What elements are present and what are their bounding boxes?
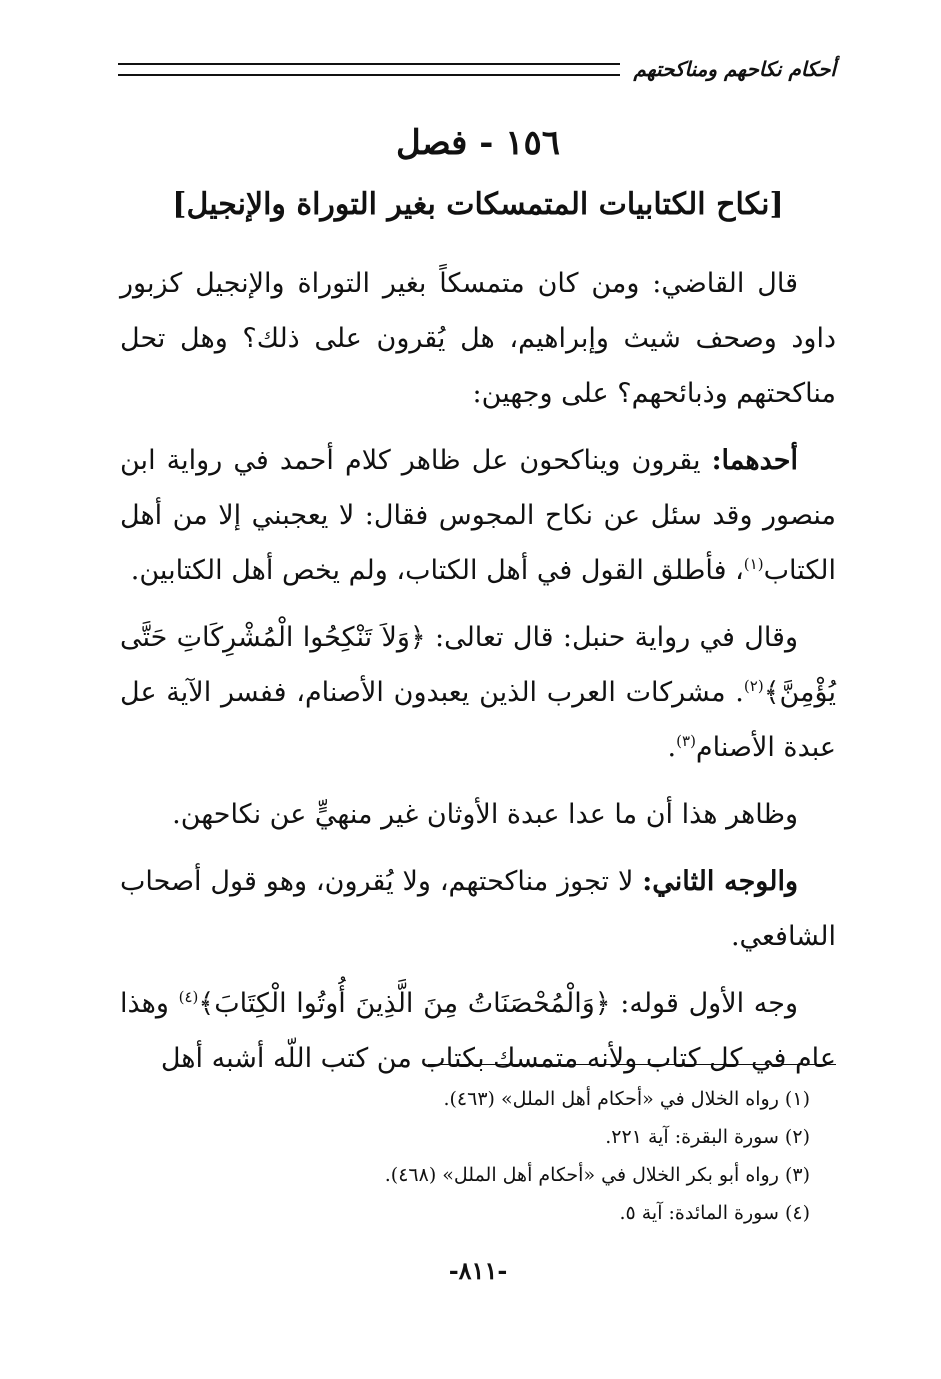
body-text	[120, 256, 836, 1098]
paragraph-3-text-b: . مشركات العرب الذين يعبدون الأصنام، ففسر الآية عل عبدة الأصنام	[120, 677, 836, 763]
paragraph-3-text-a: وقال في رواية حنبل: قال تعالى: ﴿وَلاَ تَنْكِحُوا الْمُشْرِكَاتِ حَتَّى يُؤْمِنَّ﴾	[120, 622, 836, 708]
paragraph-6-text-a: وجه الأول قوله: ﴿وَالْمُحْصَنَاتُ مِنَ الَّذِينَ أُوتُوا الْكِتَابَ﴾	[198, 988, 798, 1019]
footnote-ref-3: (٣)	[676, 732, 696, 750]
paragraph-1-text: قال القاضي: ومن كان متمسكاً بغير التوراة والإنجيل كزبور داود وصحف شيث وإبراهيم، هل يُقرون على ذلك؟ وهل تحل مناكحتهم وذبائحهم؟ على وجهين:	[120, 268, 836, 409]
footnote-4: (٤) سورة المائدة: آية ٥.	[619, 1202, 810, 1224]
paragraph-6-text-b: وهذا عام في كل كتاب ولأنه متمسك بكتاب من كتب اللّه أشبه أهل	[120, 988, 836, 1074]
footnotes	[120, 1080, 810, 1232]
paragraph-4	[120, 787, 836, 842]
paragraph-6	[120, 976, 836, 1086]
footnote-1: (١) رواه الخلال في «أحكام أهل الملل» (٤٦٣).	[443, 1088, 810, 1110]
footnote-ref-1: (١)	[743, 555, 764, 573]
paragraph-2-lead: أحدهما:	[711, 445, 798, 476]
page-number: -٨١١-	[448, 1256, 508, 1285]
running-header-title: أحكام نكاحهم ومناكحتهم	[633, 57, 836, 81]
running-header	[118, 52, 836, 86]
footnote-3: (٣) رواه أبو بكر الخلال في «أحكام أهل الملل» (٤٦٨).	[384, 1164, 810, 1186]
chapter-heading: ١٥٦ - فصل	[395, 123, 561, 163]
paragraph-4-text: وظاهر هذا أن ما عدا عبدة الأوثان غير منهيٍّ عن نكاحهن.	[172, 799, 798, 830]
chapter-subtitle: [نكاح الكتابيات المتمسكات بغير التوراة والإنجيل]	[172, 187, 784, 222]
paragraph-2-text-b: ، فأطلق القول في أهل الكتاب، ولم يخص أهل الكتابين.	[130, 555, 744, 586]
paragraph-5	[120, 854, 836, 964]
paragraph-3	[120, 610, 836, 775]
paragraph-5-lead: والوجه الثاني:	[642, 866, 798, 897]
paragraph-2	[120, 433, 836, 598]
footnote-separator	[428, 1064, 836, 1065]
footnote-ref-4: (٤)	[178, 988, 199, 1006]
footnote-ref-2: (٢)	[743, 677, 764, 695]
header-double-rule	[118, 63, 620, 76]
footnote-2: (٢) سورة البقرة: آية ٢٢١.	[605, 1126, 810, 1148]
paragraph-5-text: لا تجوز مناكحتهم، ولا يُقرون، وهو قول أصحاب الشافعي.	[120, 866, 836, 952]
paragraph-1	[120, 256, 836, 421]
paragraph-2-text-a: يقرون ويناكحون عل ظاهر كلام أحمد في رواية ابن منصور وقد سئل عن نكاح المجوس فقال: لا يعجبني إلا من أهل الكتاب	[120, 445, 836, 586]
paragraph-3-text-c: .	[667, 732, 677, 763]
